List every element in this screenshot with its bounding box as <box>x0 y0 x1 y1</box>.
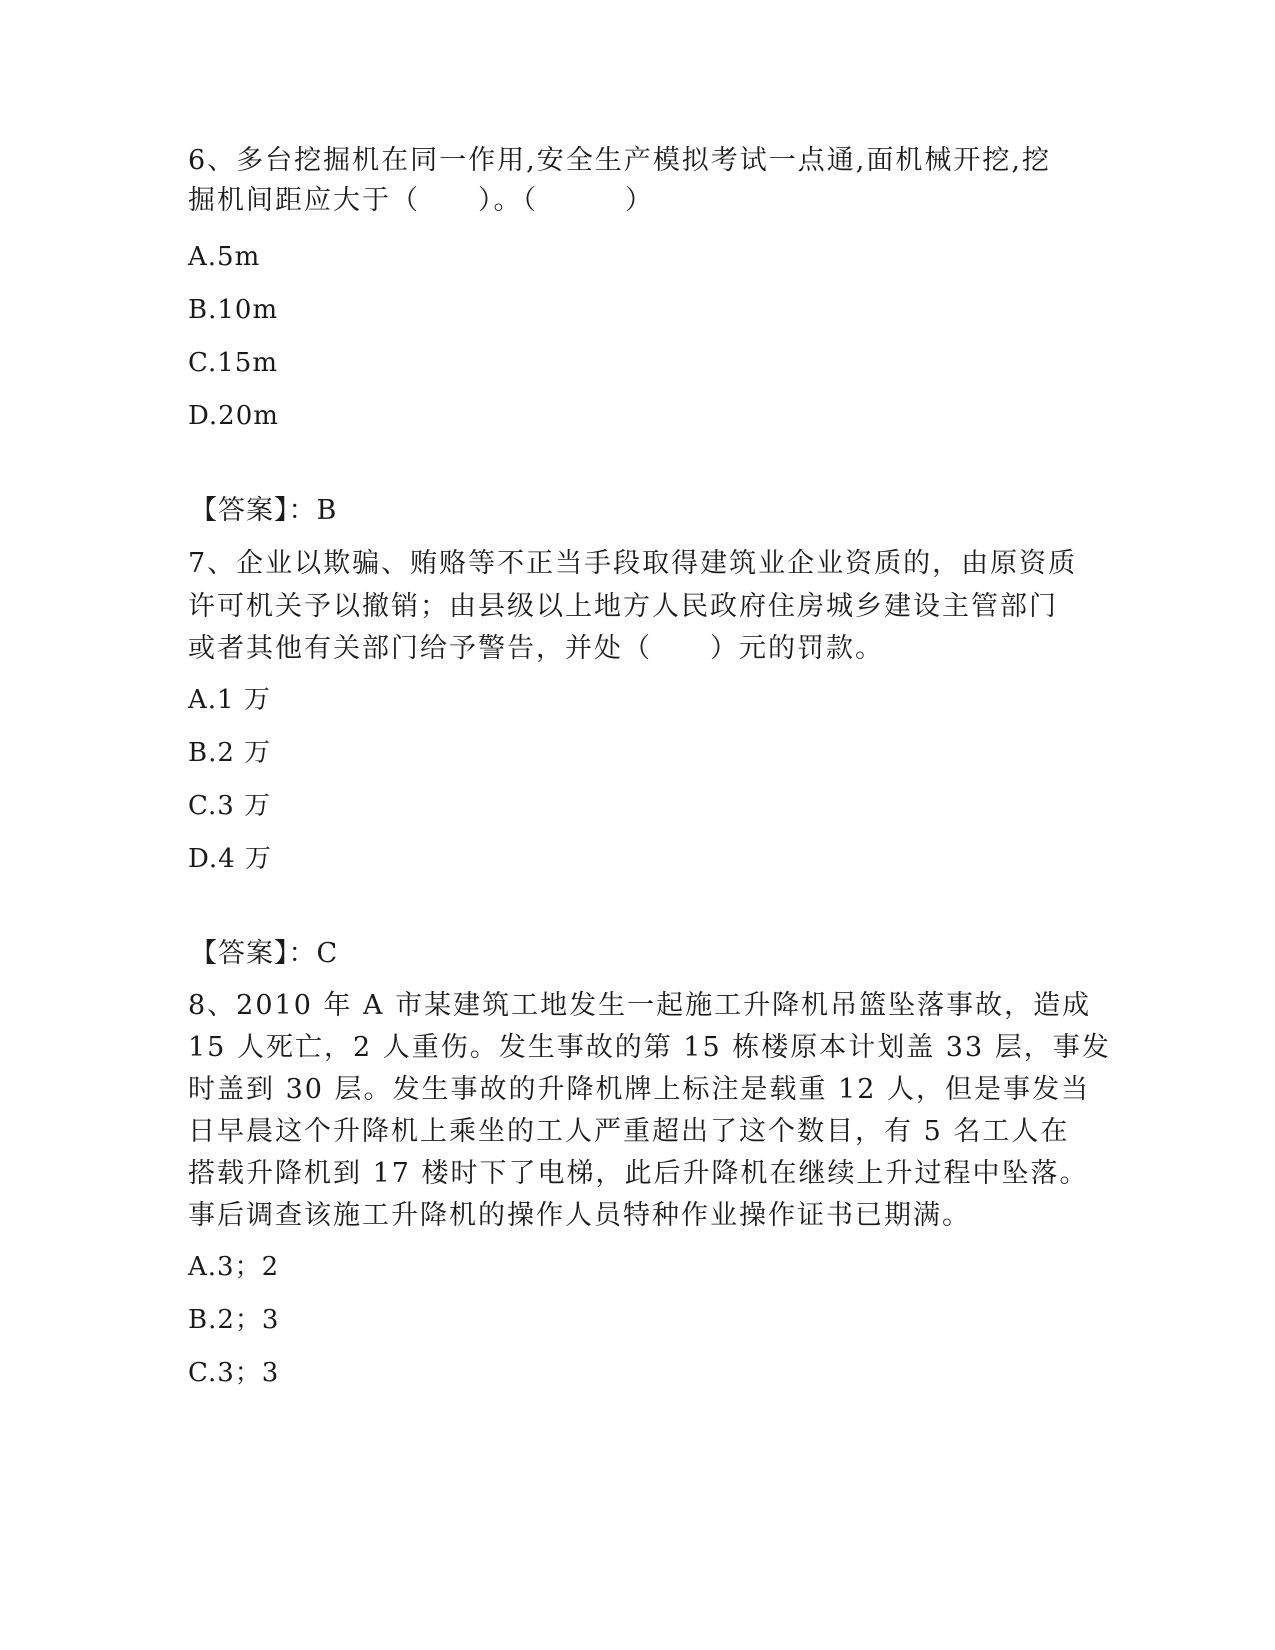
question-8-line-4: 日早晨这个升降机上乘坐的工人严重超出了这个数目，有 5 名工人在 <box>188 1116 1070 1147</box>
question-7-line-1: 7、企业以欺骗、贿赂等不正当手段取得建筑业企业资质的，由原资质 <box>188 548 1078 579</box>
question-7-option-a: A.1 万 <box>188 685 271 715</box>
question-7-option-b: B.2 万 <box>188 738 272 768</box>
question-6-line-1: 6、多台挖掘机在同一作用,安全生产模拟考试一点通,面机械开挖,挖 <box>188 145 1051 176</box>
question-6-option-a: A.5m <box>188 242 261 272</box>
question-8-line-3: 时盖到 30 层。发生事故的升降机牌上标注是载重 12 人，但是事发当 <box>188 1074 1091 1105</box>
question-8-line-6: 事后调查该施工升降机的操作人员特种作业操作证书已期满。 <box>188 1200 971 1231</box>
question-8-option-a: A.3；2 <box>188 1252 280 1282</box>
question-8-line-5: 搭载升降机到 17 楼时下了电梯，此后升降机在继续上升过程中坠落。 <box>188 1158 1089 1189</box>
question-6-option-c: C.15m <box>188 348 278 378</box>
question-6-line-2: 掘机间距应大于（ ）。（ ） <box>188 185 654 216</box>
question-7-option-c: C.3 万 <box>188 791 272 821</box>
question-8-line-2: 15 人死亡，2 人重伤。发生事故的第 15 栋楼原本计划盖 33 层，事发 <box>188 1032 1111 1063</box>
question-8-line-1: 8、2010 年 A 市某建筑工地发生一起施工升降机吊篮坠落事故，造成 <box>188 990 1092 1021</box>
question-8-option-b: B.2；3 <box>188 1305 280 1335</box>
question-6-option-b: B.10m <box>188 295 279 325</box>
question-8-option-c: C.3；3 <box>188 1358 280 1388</box>
question-6-answer: 【答案】：B <box>190 495 338 526</box>
question-6-option-d: D.20m <box>188 401 279 431</box>
question-7-answer: 【答案】：C <box>190 938 339 969</box>
question-7-line-2: 许可机关予以撤销；由县级以上地方人民政府住房城乡建设主管部门 <box>188 591 1058 622</box>
question-7-line-3: 或者其他有关部门给予警告，并处（ ）元的罚款。 <box>188 633 884 664</box>
question-7-option-d: D.4 万 <box>188 844 272 874</box>
